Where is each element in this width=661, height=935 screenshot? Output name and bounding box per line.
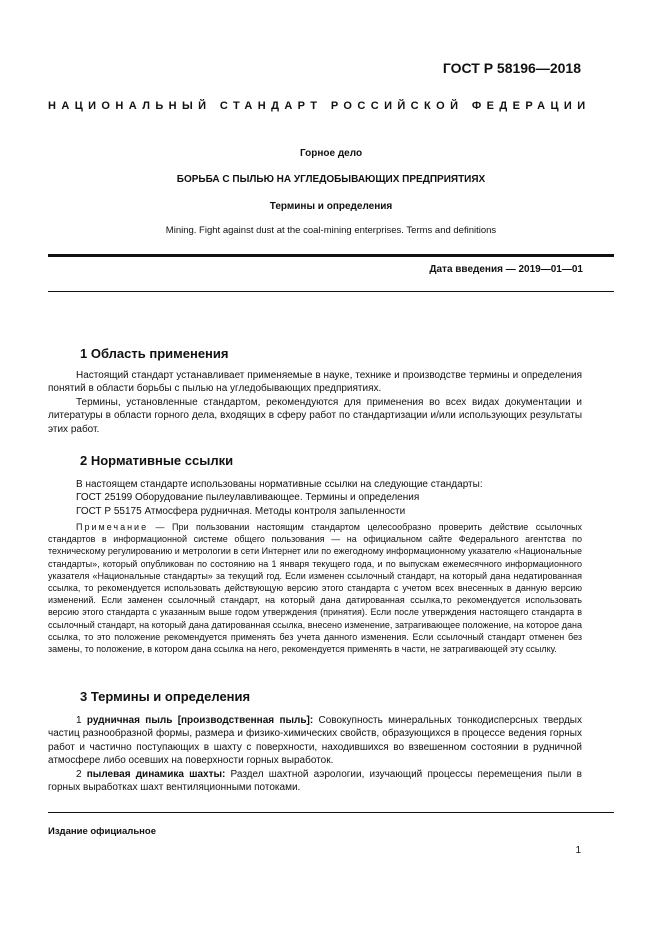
term-1-definition: Совокупность минеральных тонкодисперсных твердых частиц разнообразной формы, размера и физико-химических свойств, образующихся в процессе ведения горных работ и частично поступающих в шахту с поверхности, находившихся во взвешенном состоянии в рудничной атмосфере либо осевших на поверхности горных выработок. bbox=[48, 715, 582, 767]
page-number: 1 bbox=[575, 845, 581, 856]
section-1-heading: 1 Область применения bbox=[80, 346, 229, 361]
term-2-definition: Раздел шахтной аэрологии, изучающий процессы перемещения пыли в горных выработках шахт вентиляционными потоками. bbox=[48, 769, 582, 794]
term-2-name: пылевая динамика шахты: bbox=[86, 769, 226, 780]
title-rule-thick bbox=[48, 254, 614, 257]
section-1-paragraph-1 bbox=[48, 369, 582, 396]
date-of-introduction: Дата введения — 2019—01—01 bbox=[429, 264, 583, 275]
title-english: Mining. Fight against dust at the coal-mining enterprises. Terms and definitions bbox=[165, 225, 497, 236]
official-edition-label: Издание официальное bbox=[48, 826, 156, 837]
section-2-note bbox=[48, 521, 582, 655]
reference-2: ГОСТ Р 55175 Атмосфера рудничная. Методы контроля запыленности bbox=[76, 506, 406, 517]
title-line-3: Термины и определения bbox=[269, 201, 393, 212]
title-rule-thin bbox=[48, 291, 614, 292]
section-3-heading: 3 Термины и определения bbox=[80, 689, 251, 704]
footer-rule bbox=[48, 812, 614, 813]
section-1-paragraph-2 bbox=[48, 396, 582, 436]
section-2-intro: В настоящем стандарте использованы нормативные ссылки на следующие стандарты: bbox=[76, 479, 483, 490]
term-1-number: 1 bbox=[76, 715, 82, 726]
document-code: ГОСТ Р 58196—2018 bbox=[442, 60, 581, 76]
section-1-p1-text: Настоящий стандарт устанавливает применяемые в науке, технике и производстве термины и определения понятий в области борьбы с пылью на угледобывающих предприятиях. bbox=[48, 370, 582, 395]
title-line-2: БОРЬБА С ПЫЛЬЮ НА УГЛЕДОБЫВАЮЩИХ ПРЕДПРИЯТИЯХ bbox=[176, 174, 486, 185]
title-line-1: Горное дело bbox=[299, 148, 363, 159]
national-standard-banner: НАЦИОНАЛЬНЫЙ СТАНДАРТ РОССИЙСКОЙ ФЕДЕРАЦИИ bbox=[48, 100, 591, 112]
term-2 bbox=[48, 768, 582, 795]
note-label: Примечание bbox=[76, 522, 149, 532]
term-2-number: 2 bbox=[76, 769, 82, 780]
term-1 bbox=[48, 714, 582, 768]
term-1-name: рудничная пыль [производственная пыль]: bbox=[86, 715, 314, 726]
note-text: — При пользовании настоящим стандартом целесообразно проверить действие ссылочных стандартов в информационной системе общего пользования — на официальном сайте Федерального агентства по техническому регулированию и метрологии в сети Интернет или по ежегодному информационному указателю «Национальные стандарты», который опубликован по состоянию на 1 января текущего года, и по выпускам ежемесячного информационного указателя «Национальные стандарты» за текущий год. Если изменен ссылочный стандарт, на который дана недатированная ссылка, то рекомендуется использовать действующую версию этого стандарта с учетом всех внесенных в данную версию изменений. Если заменен ссылочный стандарт, на который дана датированная ссылка,то рекомендуется использовать версию этого стандарта с указанным выше годом утверждения (принятия). Если после утверждения настоящего стандарта в ссылочный стандарт, на который дана датированная ссылка, внесено изменение, затрагивающее положение, на которое дана ссылка, то это положение рекомендуется применять без учета данного изменения. Если ссылочный стандарт отменен без замены, то положение, в котором дана ссылка на него, рекомендуется применять в части, не затрагивающей эту ссылку. bbox=[48, 522, 582, 655]
reference-1: ГОСТ 25199 Оборудование пылеулавливающее. Термины и определения bbox=[76, 492, 420, 503]
section-2-heading: 2 Нормативные ссылки bbox=[80, 453, 234, 468]
section-1-p2-text: Термины, установленные стандартом, рекомендуются для применения во всех видах документации и литературы в области горного дела, входящих в сферу работ по стандартизации и/или использующих результаты этих работ. bbox=[48, 397, 582, 435]
